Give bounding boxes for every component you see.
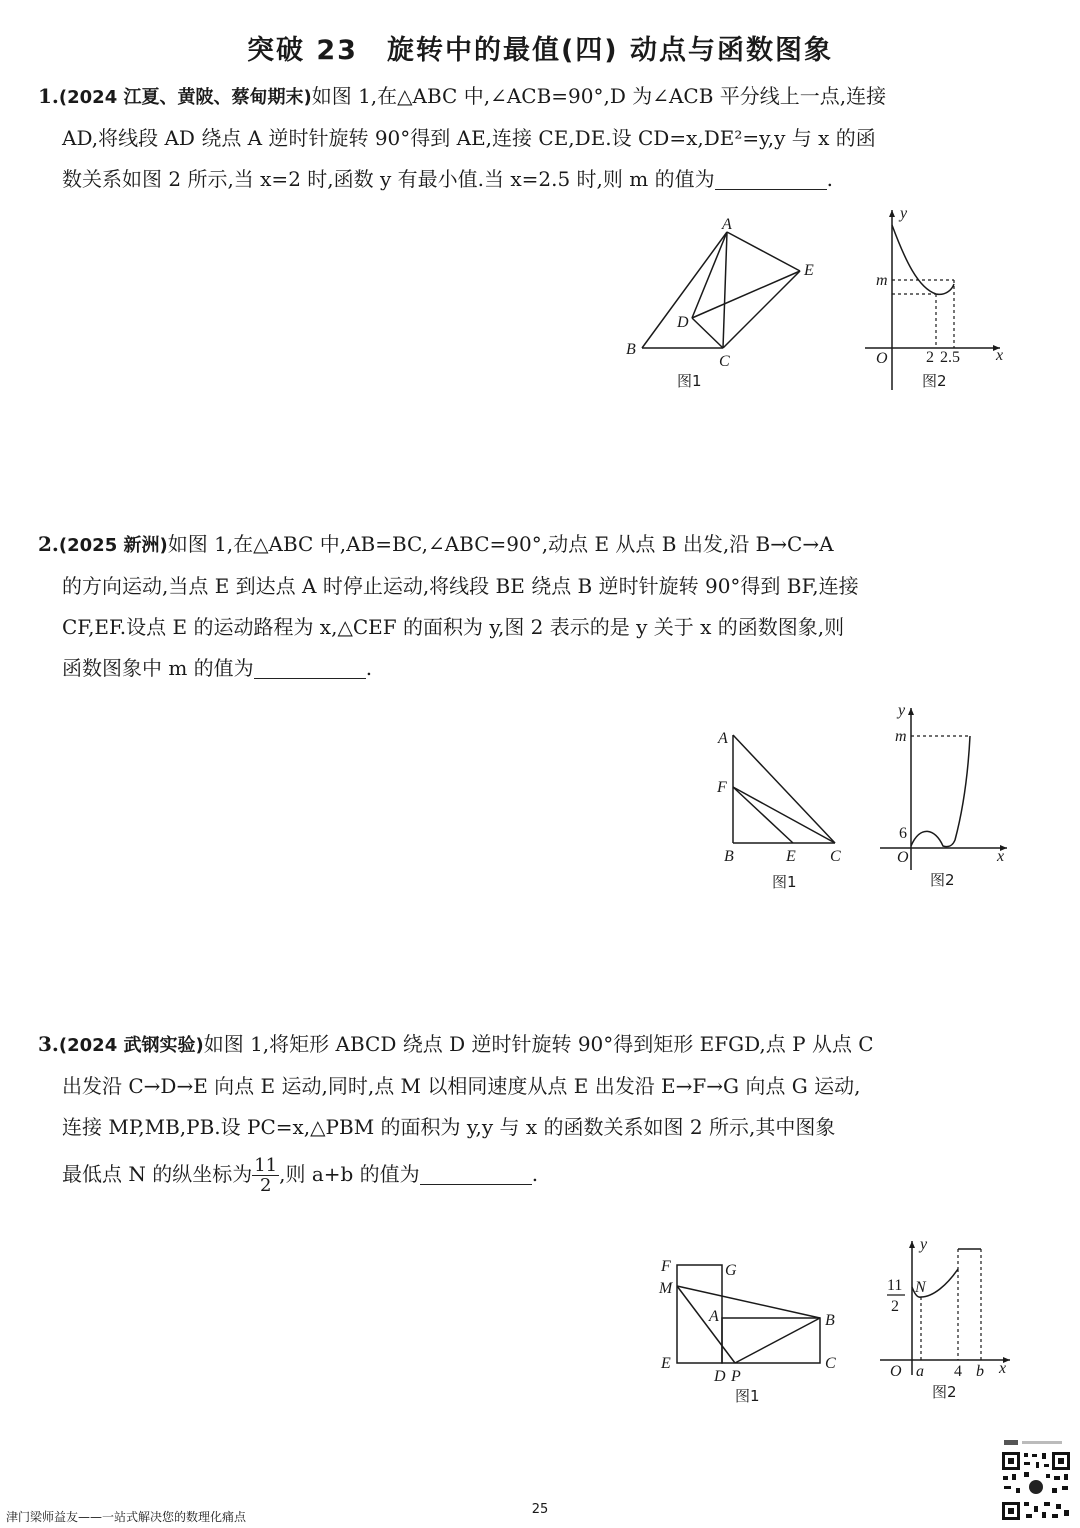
problem-line: 数关系如图 2 所示,当 x=2 时,函数 y 有最小值.当 x=2.5 时,则 m 的值为 [62,167,715,191]
problem-number: 3. [38,1032,59,1056]
point-label: E [804,262,814,279]
y-frac-numerator: 11 [887,1277,903,1294]
p3-figure-1 [655,1255,850,1410]
p1-figure-1 [620,215,830,395]
end-punct: . [531,1162,539,1186]
point-label: D [677,314,689,331]
problem-source: (2024 武钢实验) [58,1035,204,1056]
point-label: D [714,1368,726,1385]
problem-3 [38,1024,1023,1195]
problem-line: 最低点 N 的纵坐标为 [62,1162,253,1186]
axis-label-x: x [999,1360,1007,1377]
point-label: C [830,848,841,865]
problem-line: 连接 MP,MB,PB.设 PC=x,△PBM 的面积为 y,y 与 x 的函数关系如图 2 所示,其中图象 [62,1115,836,1139]
problem-line: 函数图象中 m 的值为 [62,656,254,680]
fraction [252,1156,279,1195]
problem-line: 如图 1,在△ABC 中,AB=BC,∠ABC=90°,动点 E 从点 B 出发,沿 B→C→A [167,532,834,556]
y-frac-denominator: 2 [891,1298,899,1315]
point-label: F [661,1258,671,1275]
problem-line: CF,EF.设点 E 的运动路程为 x,△CEF 的面积为 y,图 2 表示的是 y 关于 x 的函数图象,则 [62,615,845,639]
x-tick-label: 2 [926,349,934,366]
problem-line: 出发沿 C→D→E 向点 E 运动,同时,点 M 以相同速度从点 E 出发沿 E→F→G 向点 G 运动, [62,1074,861,1098]
origin-label: O [876,350,888,367]
x-tick-label: a [916,1363,924,1380]
answer-blank[interactable] [715,167,827,190]
axis-label-y: y [900,205,908,222]
origin-label: O [897,849,909,866]
end-punct: . [826,167,833,191]
problem-line: AD,将线段 AD 绕点 A 逆时针旋转 90°得到 AE,连接 CE,DE.设 CD=x,DE²=y,y 与 x 的函 [62,126,876,150]
point-label: E [661,1355,671,1372]
page-title: 突破 23 旋转中的最值(四) 动点与函数图象 [246,35,834,66]
point-label: N [915,1279,926,1296]
y-tick-label: 6 [899,825,907,842]
page-number: 25 [531,1502,549,1517]
axis-label-y: y [920,1236,928,1253]
point-label: M [659,1280,673,1297]
origin-label: O [890,1363,902,1380]
fraction-numerator: 11 [254,1155,278,1176]
problem-line: ,则 a+b 的值为 [279,1162,420,1186]
fraction-denominator: 2 [259,1175,272,1196]
problem-source: (2025 新洲) [58,535,168,556]
point-label: A [722,216,732,233]
problem-source: (2024 江夏、黄陂、蔡甸期末) [58,87,312,108]
y-tick-label: m [876,272,888,289]
problem-line: 如图 1,将矩形 ABCD 绕点 D 逆时针旋转 90°得到矩形 EFGD,点 P 从点 C [203,1032,874,1056]
problem-1 [38,76,1023,200]
problem-line: 如图 1,在△ABC 中,∠ACB=90°,D 为∠ACB 平分线上一点,连接 [311,84,887,108]
figure-caption: 图1 [772,873,797,891]
point-label: C [825,1355,836,1372]
p1-figure-2 [860,200,1010,395]
point-label: E [786,848,796,865]
figure-caption: 图2 [930,871,955,889]
end-punct: . [365,656,373,680]
x-tick-label: 4 [954,1363,962,1380]
p2-figure-1 [710,725,860,895]
axis-label-x: x [997,848,1005,865]
point-label: P [731,1368,741,1385]
footer-text: 津门梁师益友——一站式解决您的数理化痛点 [6,1510,247,1524]
point-label: G [725,1262,737,1279]
p2-figure-2 [875,700,1015,895]
answer-blank[interactable] [420,1162,532,1185]
point-label: F [717,779,727,796]
figure-caption: 图1 [677,372,702,390]
p3-figure-2 [875,1235,1020,1405]
problem-number: 2. [38,532,59,556]
answer-blank[interactable] [254,656,366,679]
problem-line: 的方向运动,当点 E 到达点 A 时停止运动,将线段 BE 绕点 B 逆时针旋转 90°得到 BF,连接 [62,574,859,598]
point-label: B [724,848,734,865]
point-label: B [626,341,636,358]
axis-label-y: y [898,702,906,719]
axis-label-x: x [996,347,1004,364]
figure-caption: 图2 [932,1383,957,1401]
figure-caption: 图1 [735,1387,760,1405]
point-label: B [825,1312,835,1329]
x-tick-label: b [976,1363,984,1380]
figure-caption: 图2 [922,372,947,390]
y-tick-label: m [895,728,907,745]
x-tick-label: 2.5 [940,349,960,366]
problem-number: 1. [38,84,59,108]
point-label: C [719,353,730,370]
problem-2 [38,524,1023,689]
point-label: A [718,730,728,747]
point-label: A [709,1308,719,1325]
